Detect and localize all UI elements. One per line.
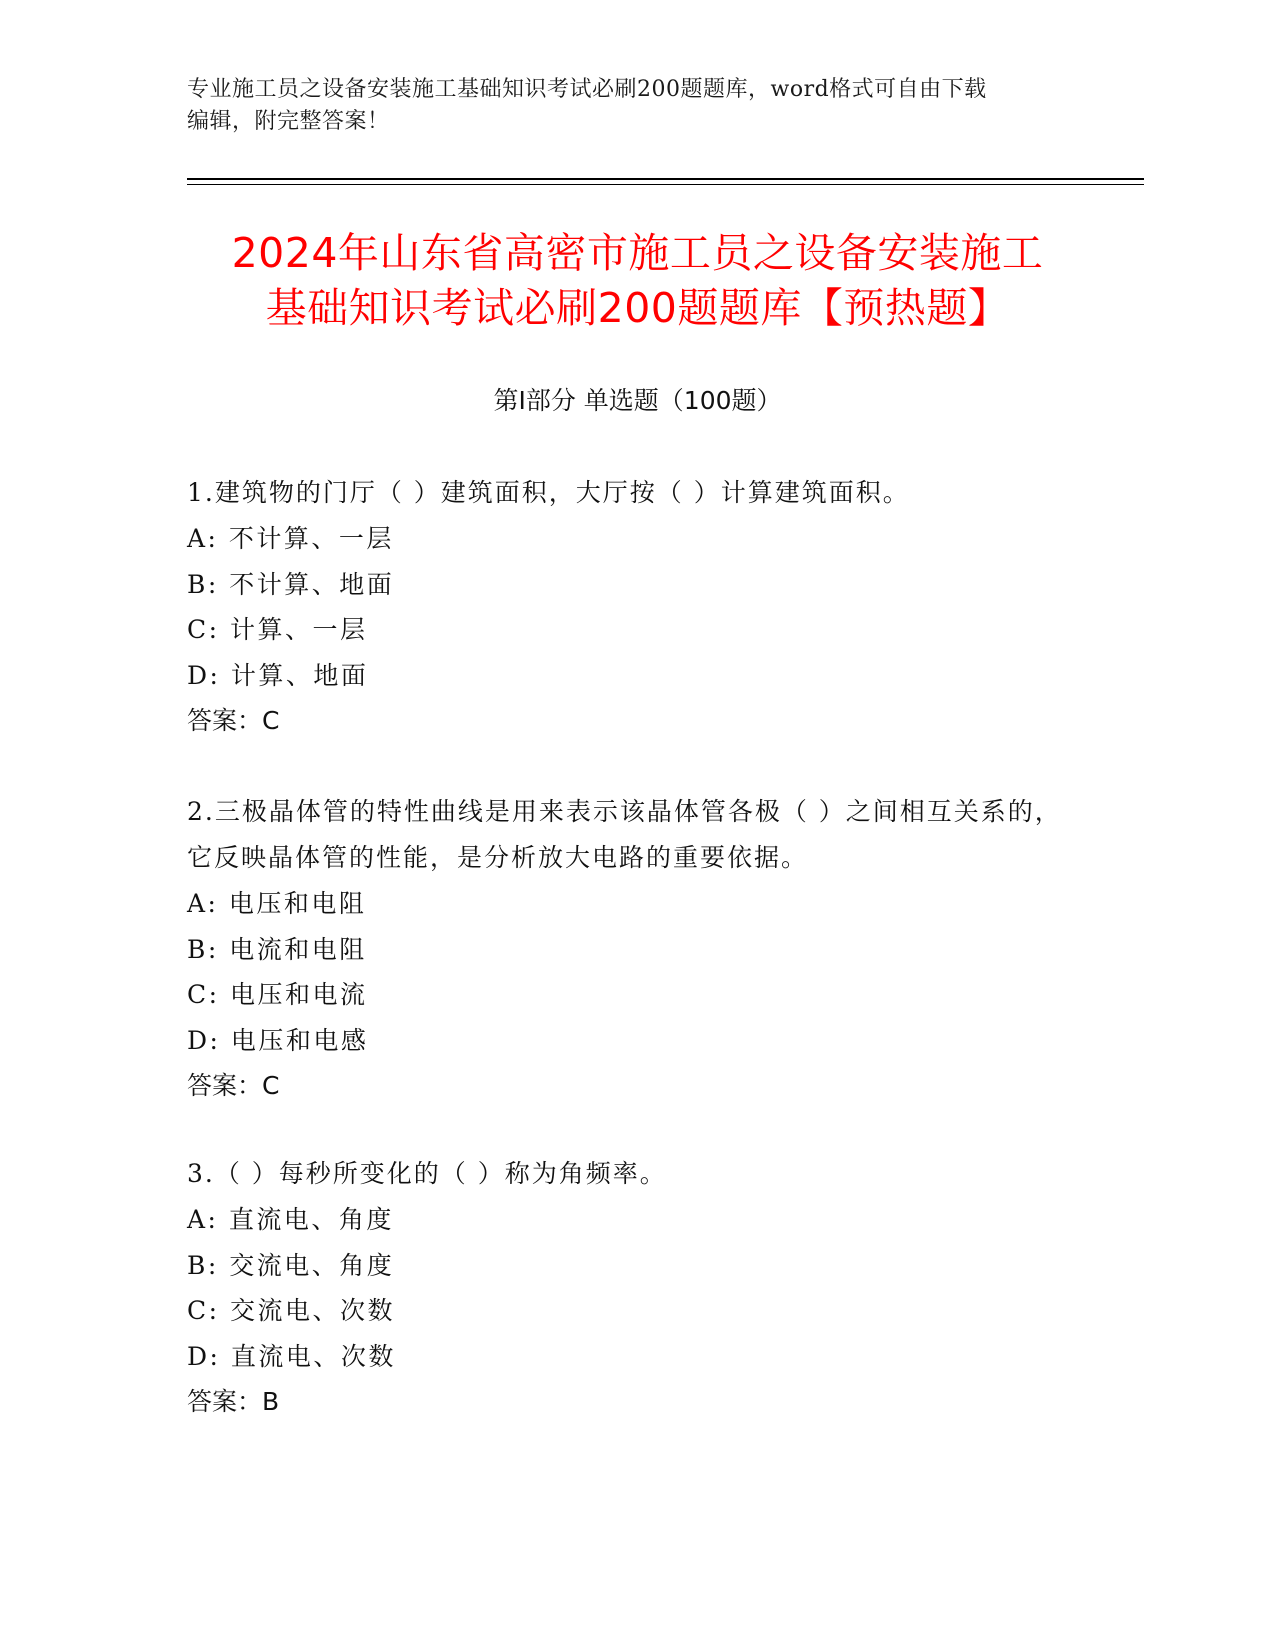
option-a: A: 电压和电阻 <box>187 889 367 918</box>
header-note-line-2: 编辑，附完整答案！ <box>187 109 390 134</box>
document-title-line-2: 基础知识考试必刷200题题库【预热题】 <box>265 284 1010 332</box>
header-rule-thick <box>187 178 1144 180</box>
option-b: B: 交流电、角度 <box>187 1250 395 1280</box>
question-stem: 2.三极晶体管的特性曲线是用来表示该晶体管各极（ ）之间相互关系的，它反映晶体管的性能，是分析放大电路的重要依据。 <box>187 797 1062 872</box>
question-stem: 1.建筑物的门厅（ ）建筑面积，大厅按（ ）计算建筑面积。 <box>187 478 910 507</box>
answer: 答案：B <box>187 1387 280 1416</box>
question-1 <box>187 470 1087 744</box>
option-a: A: 不计算、一层 <box>187 524 394 553</box>
question-stem: 3.（ ）每秒所变化的（ ）称为角频率。 <box>187 1159 667 1188</box>
option-d: D: 电压和电感 <box>187 1025 369 1055</box>
document-title-line-1: 2024年山东省高密市施工员之设备安装施工 <box>231 229 1044 277</box>
answer: 答案：C <box>187 1071 280 1100</box>
option-b: B: 电流和电阻 <box>187 934 367 964</box>
option-b: B: 不计算、地面 <box>187 569 395 599</box>
option-c: C: 计算、一层 <box>187 615 368 644</box>
document-title <box>150 226 1125 336</box>
option-c: C: 电压和电流 <box>187 980 368 1009</box>
option-d: D: 直流电、次数 <box>187 1341 396 1371</box>
section-title: 第Ⅰ部分 单选题（100题） <box>493 386 782 415</box>
question-3 <box>187 1151 1087 1425</box>
option-d: D: 计算、地面 <box>187 660 369 690</box>
option-a: A: 直流电、角度 <box>187 1205 394 1234</box>
header-note <box>187 74 1087 138</box>
option-c: C: 交流电、次数 <box>187 1296 395 1325</box>
header-note-line-1: 专业施工员之设备安装施工基础知识考试必刷200题题库，word格式可自由下载 <box>187 77 987 102</box>
header-rule-thin <box>187 184 1144 185</box>
answer: 答案：C <box>187 706 280 735</box>
question-2 <box>187 789 1087 1109</box>
